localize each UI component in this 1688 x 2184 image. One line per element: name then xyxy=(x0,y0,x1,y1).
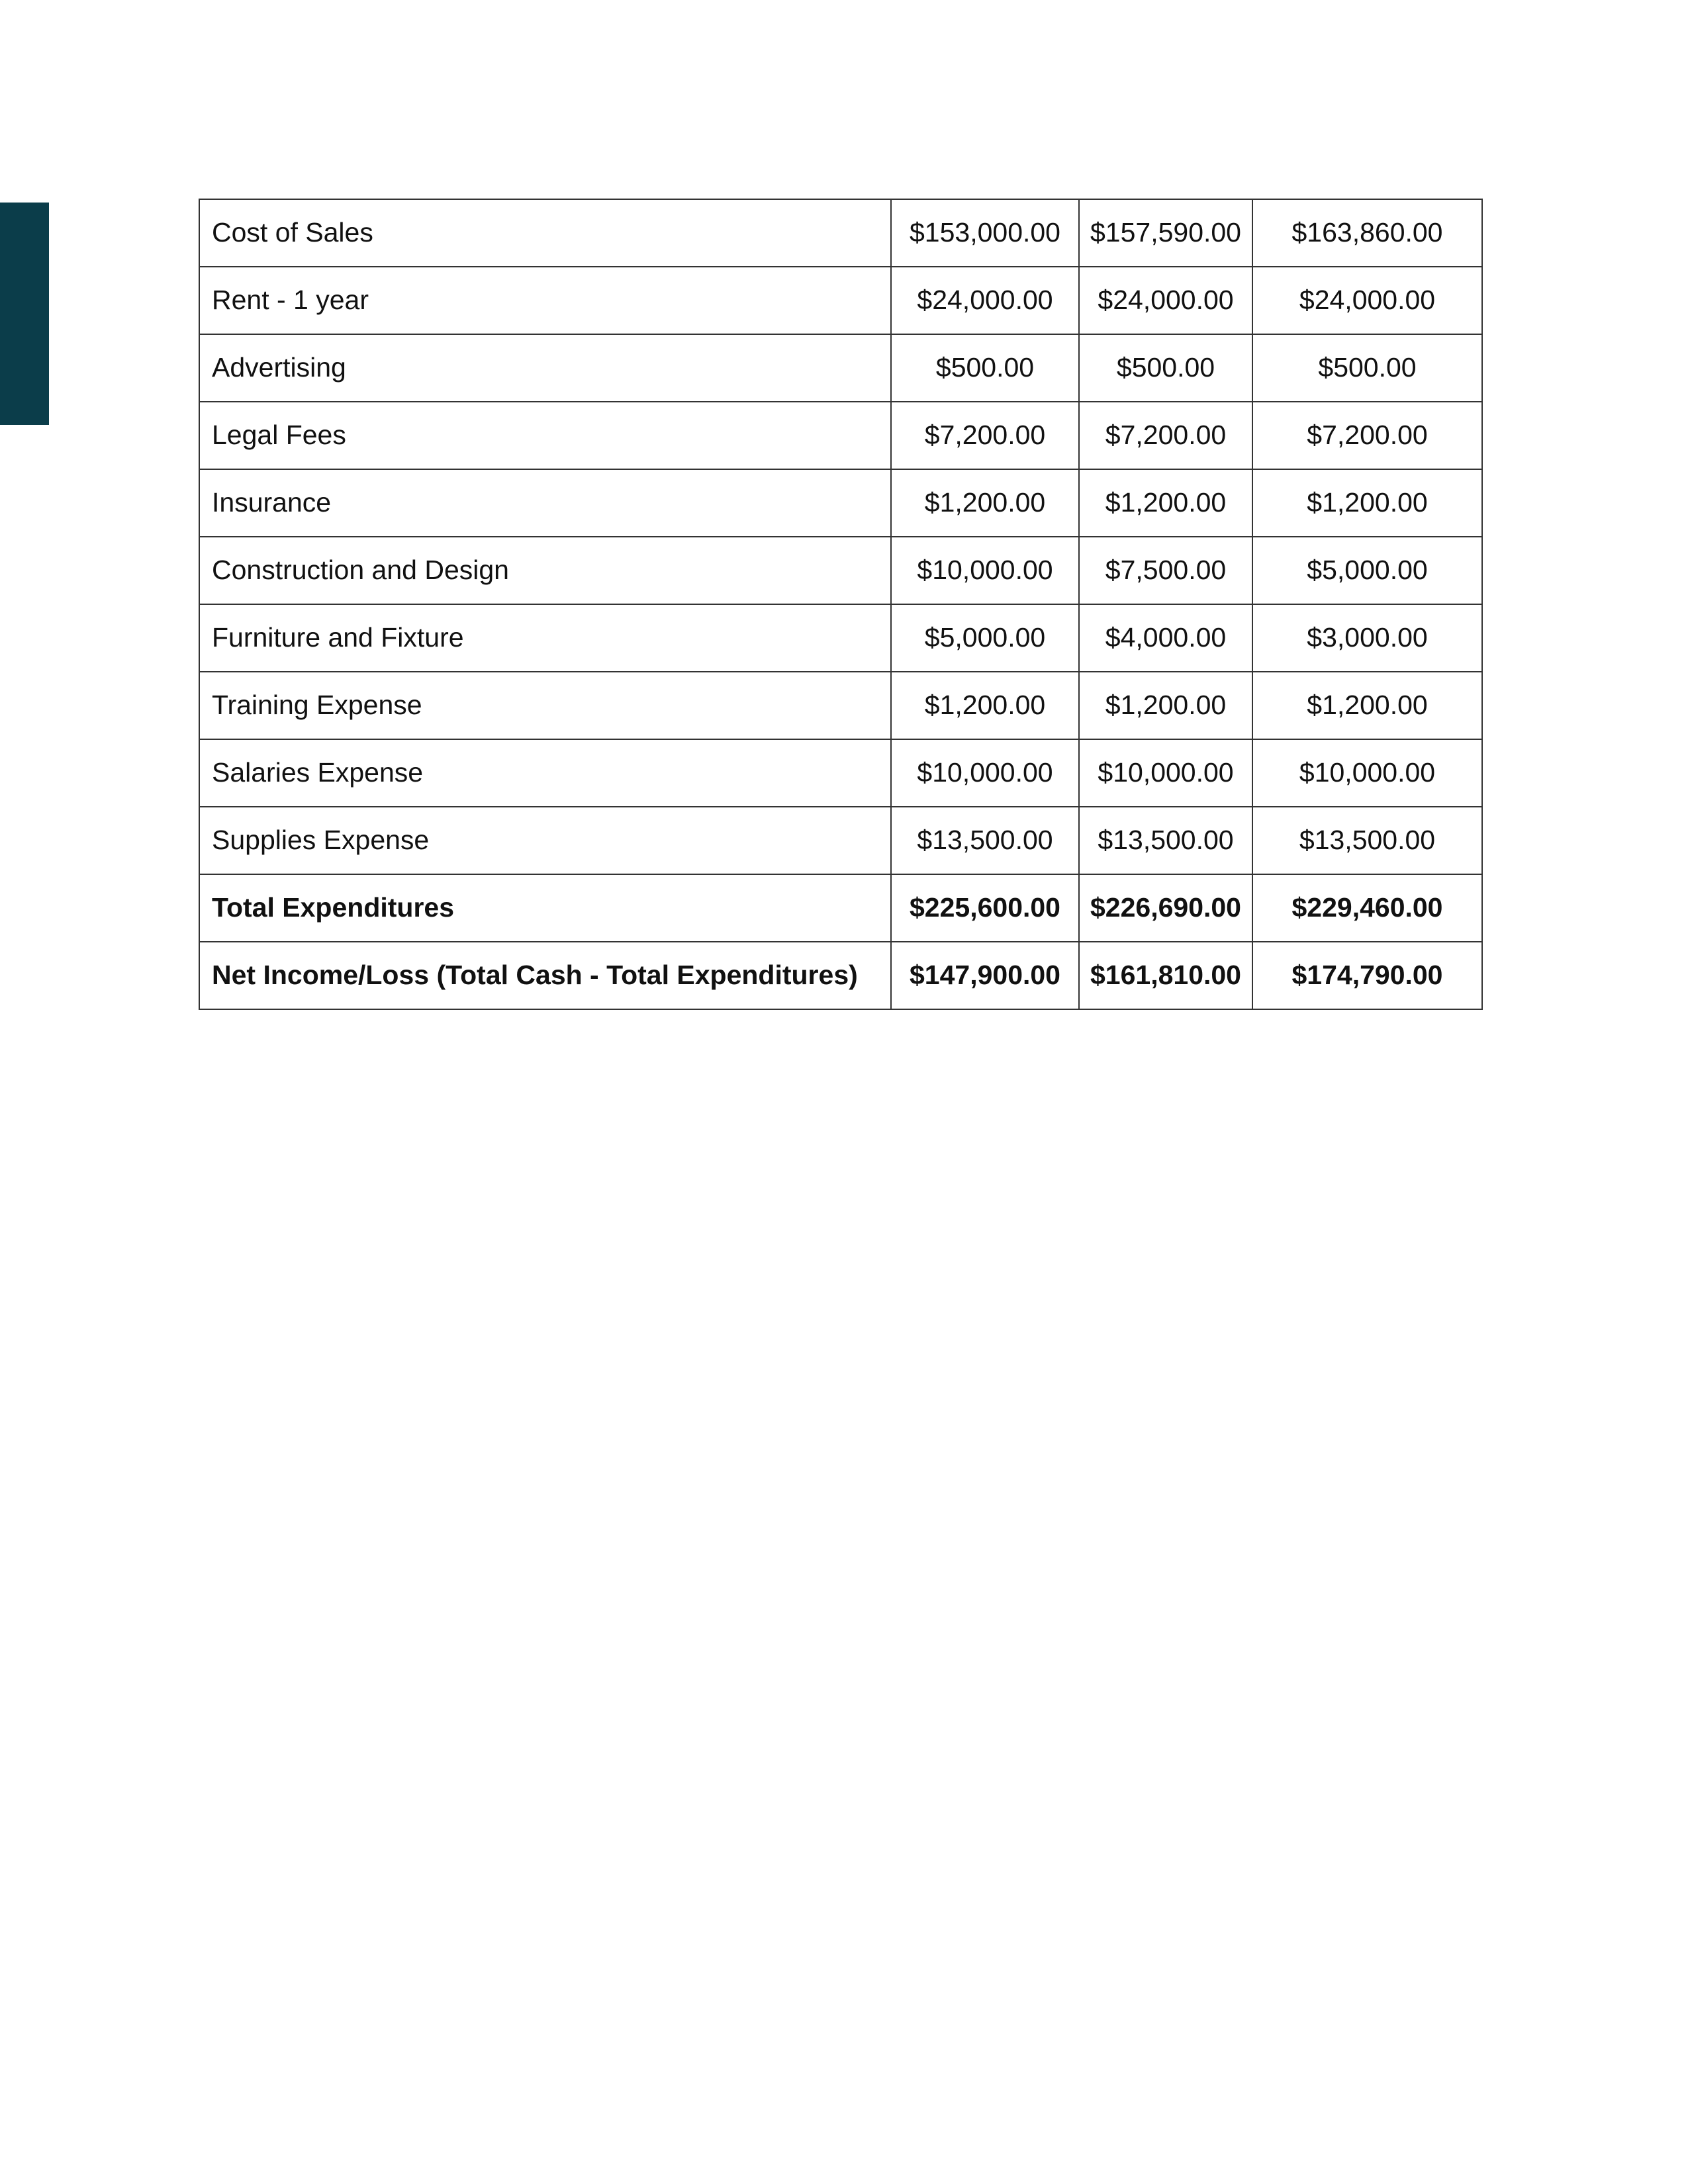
row-value-year-1: $1,200.00 xyxy=(891,469,1079,537)
table-row-furniture-and-fixture xyxy=(199,604,1482,672)
row-value-year-3: $10,000.00 xyxy=(1252,739,1482,807)
row-value-year-2: $7,500.00 xyxy=(1079,537,1252,604)
expenditure-table xyxy=(199,199,1483,1010)
row-value-year-3: $1,200.00 xyxy=(1252,672,1482,739)
row-value-year-1: $24,000.00 xyxy=(891,267,1079,334)
row-value-year-3: $5,000.00 xyxy=(1252,537,1482,604)
row-value-year-2: $10,000.00 xyxy=(1079,739,1252,807)
row-value-year-1: $225,600.00 xyxy=(891,874,1079,942)
table-row-insurance xyxy=(199,469,1482,537)
row-value-year-2: $500.00 xyxy=(1079,334,1252,402)
side-accent-tab xyxy=(0,203,49,425)
row-value-year-1: $1,200.00 xyxy=(891,672,1079,739)
row-label: Rent - 1 year xyxy=(199,267,891,334)
table-row-net-income-loss xyxy=(199,942,1482,1009)
row-label: Advertising xyxy=(199,334,891,402)
row-value-year-1: $153,000.00 xyxy=(891,199,1079,267)
table-row-construction-and-design xyxy=(199,537,1482,604)
row-value-year-3: $174,790.00 xyxy=(1252,942,1482,1009)
row-value-year-1: $500.00 xyxy=(891,334,1079,402)
row-value-year-1: $10,000.00 xyxy=(891,537,1079,604)
row-value-year-2: $4,000.00 xyxy=(1079,604,1252,672)
table-row-advertising xyxy=(199,334,1482,402)
row-value-year-2: $226,690.00 xyxy=(1079,874,1252,942)
row-label: Net Income/Loss (Total Cash - Total Expenditures) xyxy=(199,942,891,1009)
row-value-year-2: $1,200.00 xyxy=(1079,672,1252,739)
row-value-year-1: $5,000.00 xyxy=(891,604,1079,672)
table-row-legal-fees xyxy=(199,402,1482,469)
row-label: Salaries Expense xyxy=(199,739,891,807)
row-value-year-3: $13,500.00 xyxy=(1252,807,1482,874)
row-value-year-1: $7,200.00 xyxy=(891,402,1079,469)
row-value-year-2: $161,810.00 xyxy=(1079,942,1252,1009)
row-label: Furniture and Fixture xyxy=(199,604,891,672)
table-row-cost-of-sales xyxy=(199,199,1482,267)
row-label: Total Expenditures xyxy=(199,874,891,942)
row-value-year-2: $13,500.00 xyxy=(1079,807,1252,874)
row-value-year-2: $1,200.00 xyxy=(1079,469,1252,537)
row-value-year-2: $157,590.00 xyxy=(1079,199,1252,267)
row-value-year-3: $1,200.00 xyxy=(1252,469,1482,537)
row-value-year-3: $3,000.00 xyxy=(1252,604,1482,672)
row-value-year-3: $229,460.00 xyxy=(1252,874,1482,942)
row-value-year-3: $24,000.00 xyxy=(1252,267,1482,334)
row-label: Construction and Design xyxy=(199,537,891,604)
table-row-total-expenditures xyxy=(199,874,1482,942)
row-value-year-3: $163,860.00 xyxy=(1252,199,1482,267)
row-value-year-3: $500.00 xyxy=(1252,334,1482,402)
row-label: Insurance xyxy=(199,469,891,537)
table-row-salaries-expense xyxy=(199,739,1482,807)
row-label: Training Expense xyxy=(199,672,891,739)
table-row-supplies-expense xyxy=(199,807,1482,874)
row-label: Supplies Expense xyxy=(199,807,891,874)
row-value-year-1: $10,000.00 xyxy=(891,739,1079,807)
row-value-year-1: $13,500.00 xyxy=(891,807,1079,874)
row-value-year-3: $7,200.00 xyxy=(1252,402,1482,469)
row-label: Legal Fees xyxy=(199,402,891,469)
table-row-rent xyxy=(199,267,1482,334)
row-value-year-2: $24,000.00 xyxy=(1079,267,1252,334)
row-value-year-1: $147,900.00 xyxy=(891,942,1079,1009)
row-value-year-2: $7,200.00 xyxy=(1079,402,1252,469)
row-label: Cost of Sales xyxy=(199,199,891,267)
table-row-training-expense xyxy=(199,672,1482,739)
